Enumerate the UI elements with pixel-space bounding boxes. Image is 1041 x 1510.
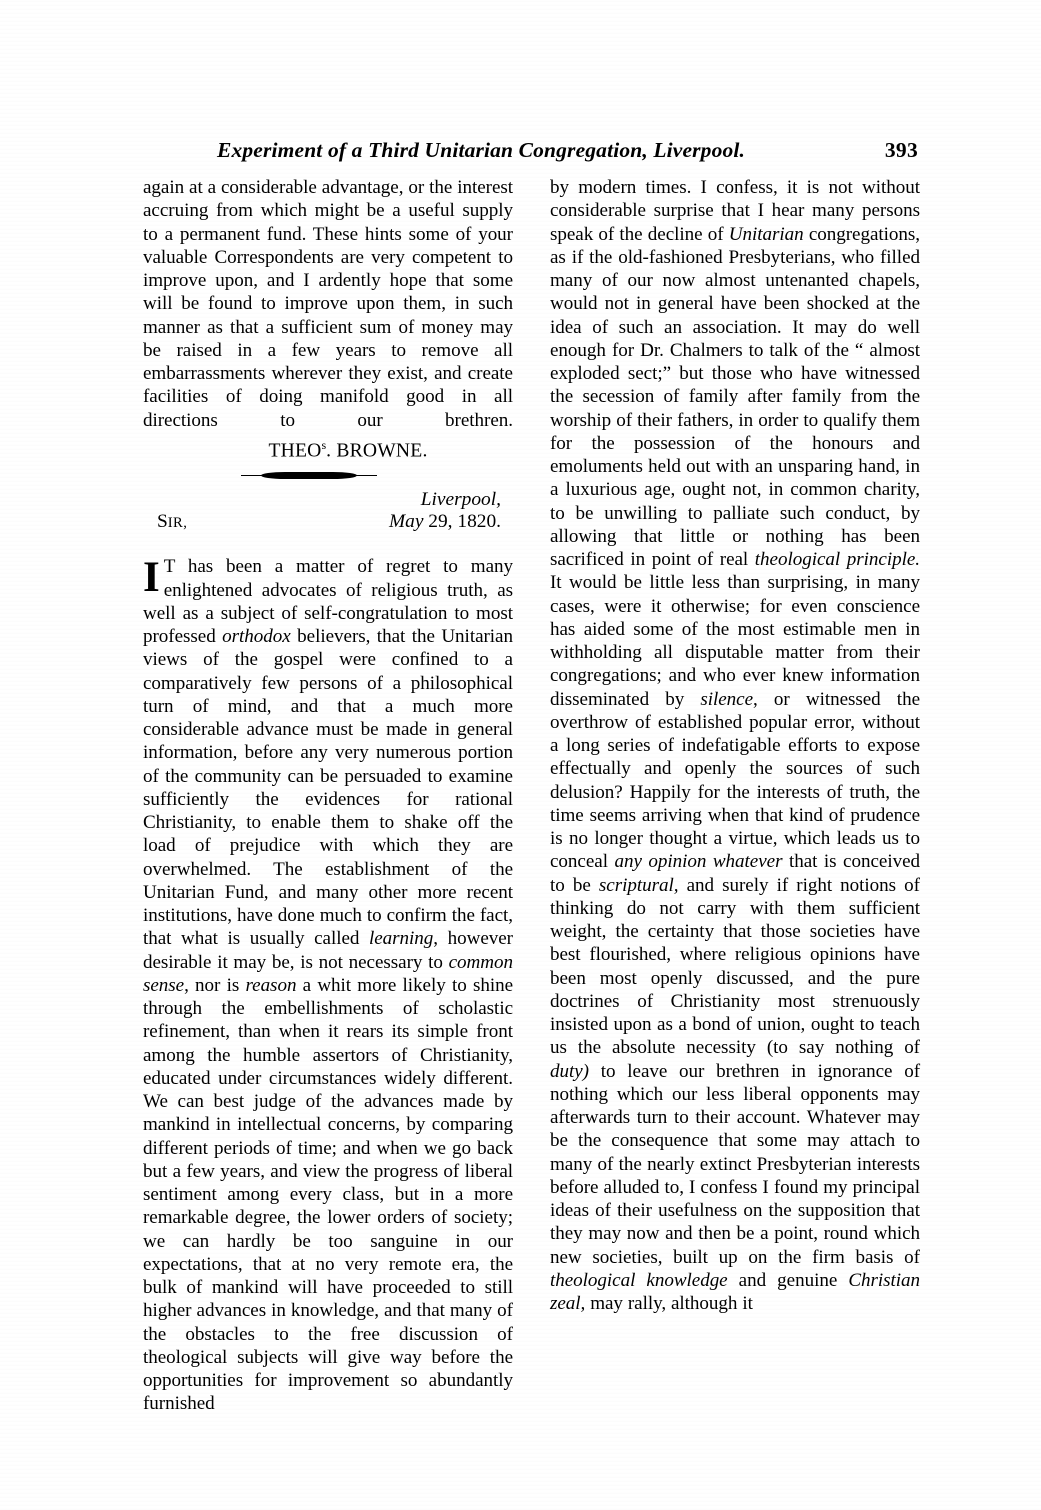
running-head [143,138,918,168]
continued-paragraph: again at a considerable advantage, or the interest accruing from which might be a useful supply to a permanent fund. These hints some of your valuable Correspondents are very competent to improve upon, and I ardently hope that some will be found to improve upon them, in such manner as that a sufficient sum of money may be raised in a few years to remove all embarrassments wherever they exist, and create facilities of doing manifold good in all directions to our brethren. [143,177,513,431]
rc-text-4: , or witnessed the overthrow of established popular error, without a long series of indefatigable efforts to expose effectually and openly the sources of such delusion? Happily for the interests of truth, the time seems arriving when that kind of prudence is no longer thought a virtue, which leads us to conceal [550,688,920,873]
salutation [157,511,187,533]
rc-italic-scriptural: scriptural, [598,874,679,896]
dateline-place: Liverpool, [420,489,501,511]
page-number: 393 [884,138,918,162]
signature-superscript: s [321,437,327,452]
rc-italic-theological-knowledge: theological knowledge [550,1269,728,1291]
dateline [143,489,513,533]
opening-italic-common-sense: common sense [143,951,513,996]
running-head-title: Experiment of a Third Unitarian Congregation, Liverpool. [217,138,746,162]
rc-text-6: and surely if right notions of thinking do not carry with them sufficient weight, the certainty that those societies have best flourished, where religious opinions have been most openly discussed, and the pure doctrines of Christianity most strenuously insisted upon as a bond of union, ought to teach us the absolute necessity (to say nothing of [550,874,920,1059]
opening-italic-orthodox: orthodox [222,626,291,648]
dateline-date [143,511,501,533]
opening-text-2: believers, that the Unitarian views of the gospel were confined to a comparatively few persons of a philosophical turn of mind, and that a much more considerable advance must be made in general information, before any very numerous portion of the community can be persuaded to examine sufficiently the evidences for rational Christianity, to enable them to shake off the load of prejudice with which they are overwhelmed. The establishment of the Unitarian Fund, and many other more recent institutions, have done much to confirm the fact, that what is usually called [143,626,513,950]
dateline-day-year: 29, 1820. [423,511,501,533]
rc-italic-silence: silence [700,688,754,710]
rc-text-3: It would be little less than surprising, in many cases, were it otherwise; for even conscience has aided some of the most estimable men in withholding all disputable matter from their congregations; and who ever knew information disseminated by [550,572,920,710]
opening-text-3: , however desirable it may be, is not necessary to [143,928,513,973]
rc-italic-duty: duty) [550,1060,589,1082]
signature-line [143,433,513,464]
right-column [550,176,920,1416]
rc-italic-any-opinion-whatever: any opinion whatever [614,851,783,873]
rc-text-7: to leave our brethren in ignorance of nothing which our less liberal opponents may afterwards turn to their account. Whatever may be the consequence that some may attach to many of the nearly extinct Presbyterian interests before alluded to, I confess I found my principal ideas of their usefulness on the supposition that they may now and then be a point, round which new societies, built up on the firm basis of [550,1060,920,1268]
opening-italic-learning: learning [368,928,434,950]
ornamental-rule-icon [261,472,357,479]
ornamental-rule-wrapper [143,463,513,489]
salutation-rest: IR, [167,515,188,532]
dateline-month: May [388,511,424,533]
drop-cap: I [143,554,160,602]
body-columns [143,176,920,1416]
opening-text-4: , nor is [184,974,246,996]
rc-text-9: may rally, although it [585,1293,753,1314]
right-column-paragraph [550,176,920,1315]
signature-name: THEO [268,440,322,462]
salutation-first-letter: S [157,511,168,533]
opening-text-1: T has been a matter of regret to many enlightened advocates of religious truth, as well as a subject of self-congratulation to most professed [143,556,513,648]
rc-italic-unitarian: Unitarian [728,223,804,245]
rc-italic-christian-zeal: Christian zeal, [550,1269,921,1314]
opening-text-5: a whit more likely to shine through the embellishments of scholastic refinement, than when it rears its simple front among the humble assertors of Christianity, educated under circumstances widely different. We can best judge of the advances made by mankind in intellectual concerns, by comparing different periods of time; and when we go back but a few years, and view the progress of liberal sentiment among every class, but in a more remarkable degree, the lower orders of society; we can hardly be too sanguine in our expectations, that at no very remote era, the bulk of mankind will have proceeded to still higher advances in knowledge, and that many of the obstacles to the free discussion of theological subjects will give way before the opportunities for improvement so abundantly furnished [143,974,514,1415]
opening-italic-reason: reason [245,974,297,996]
rc-text-2: congregations, as if the old-fashioned Presbyterians, who filled many of our now almost untenanted chapels, would not in general have been shocked at the idea of such an association. It may do well enough for Dr. Chalmers to talk of the “ almost exploded sect;” but those who have witnessed the secession of family after family from the worship of their fathers, in order to qualify them for the possession of the honours and emoluments held out with an unsparing hand, in a luxurious age, ought not, in common charity, to be unwilling to palliate such conduct, by allowing that little or nothing has been sacrificed in point of real [550,223,920,570]
opening-paragraph [143,555,513,1415]
left-column [143,176,513,1416]
rc-text-1: by modern times. I confess, it is not without considerable surprise that I hear many persons speak of the decline of [550,177,920,245]
rc-text-5: that is conceived to be [550,851,920,896]
signature-surname: . BROWNE. [326,440,428,462]
rc-italic-theological-principle: theological principle. [754,549,920,570]
rc-text-8: and genuine [727,1269,849,1291]
